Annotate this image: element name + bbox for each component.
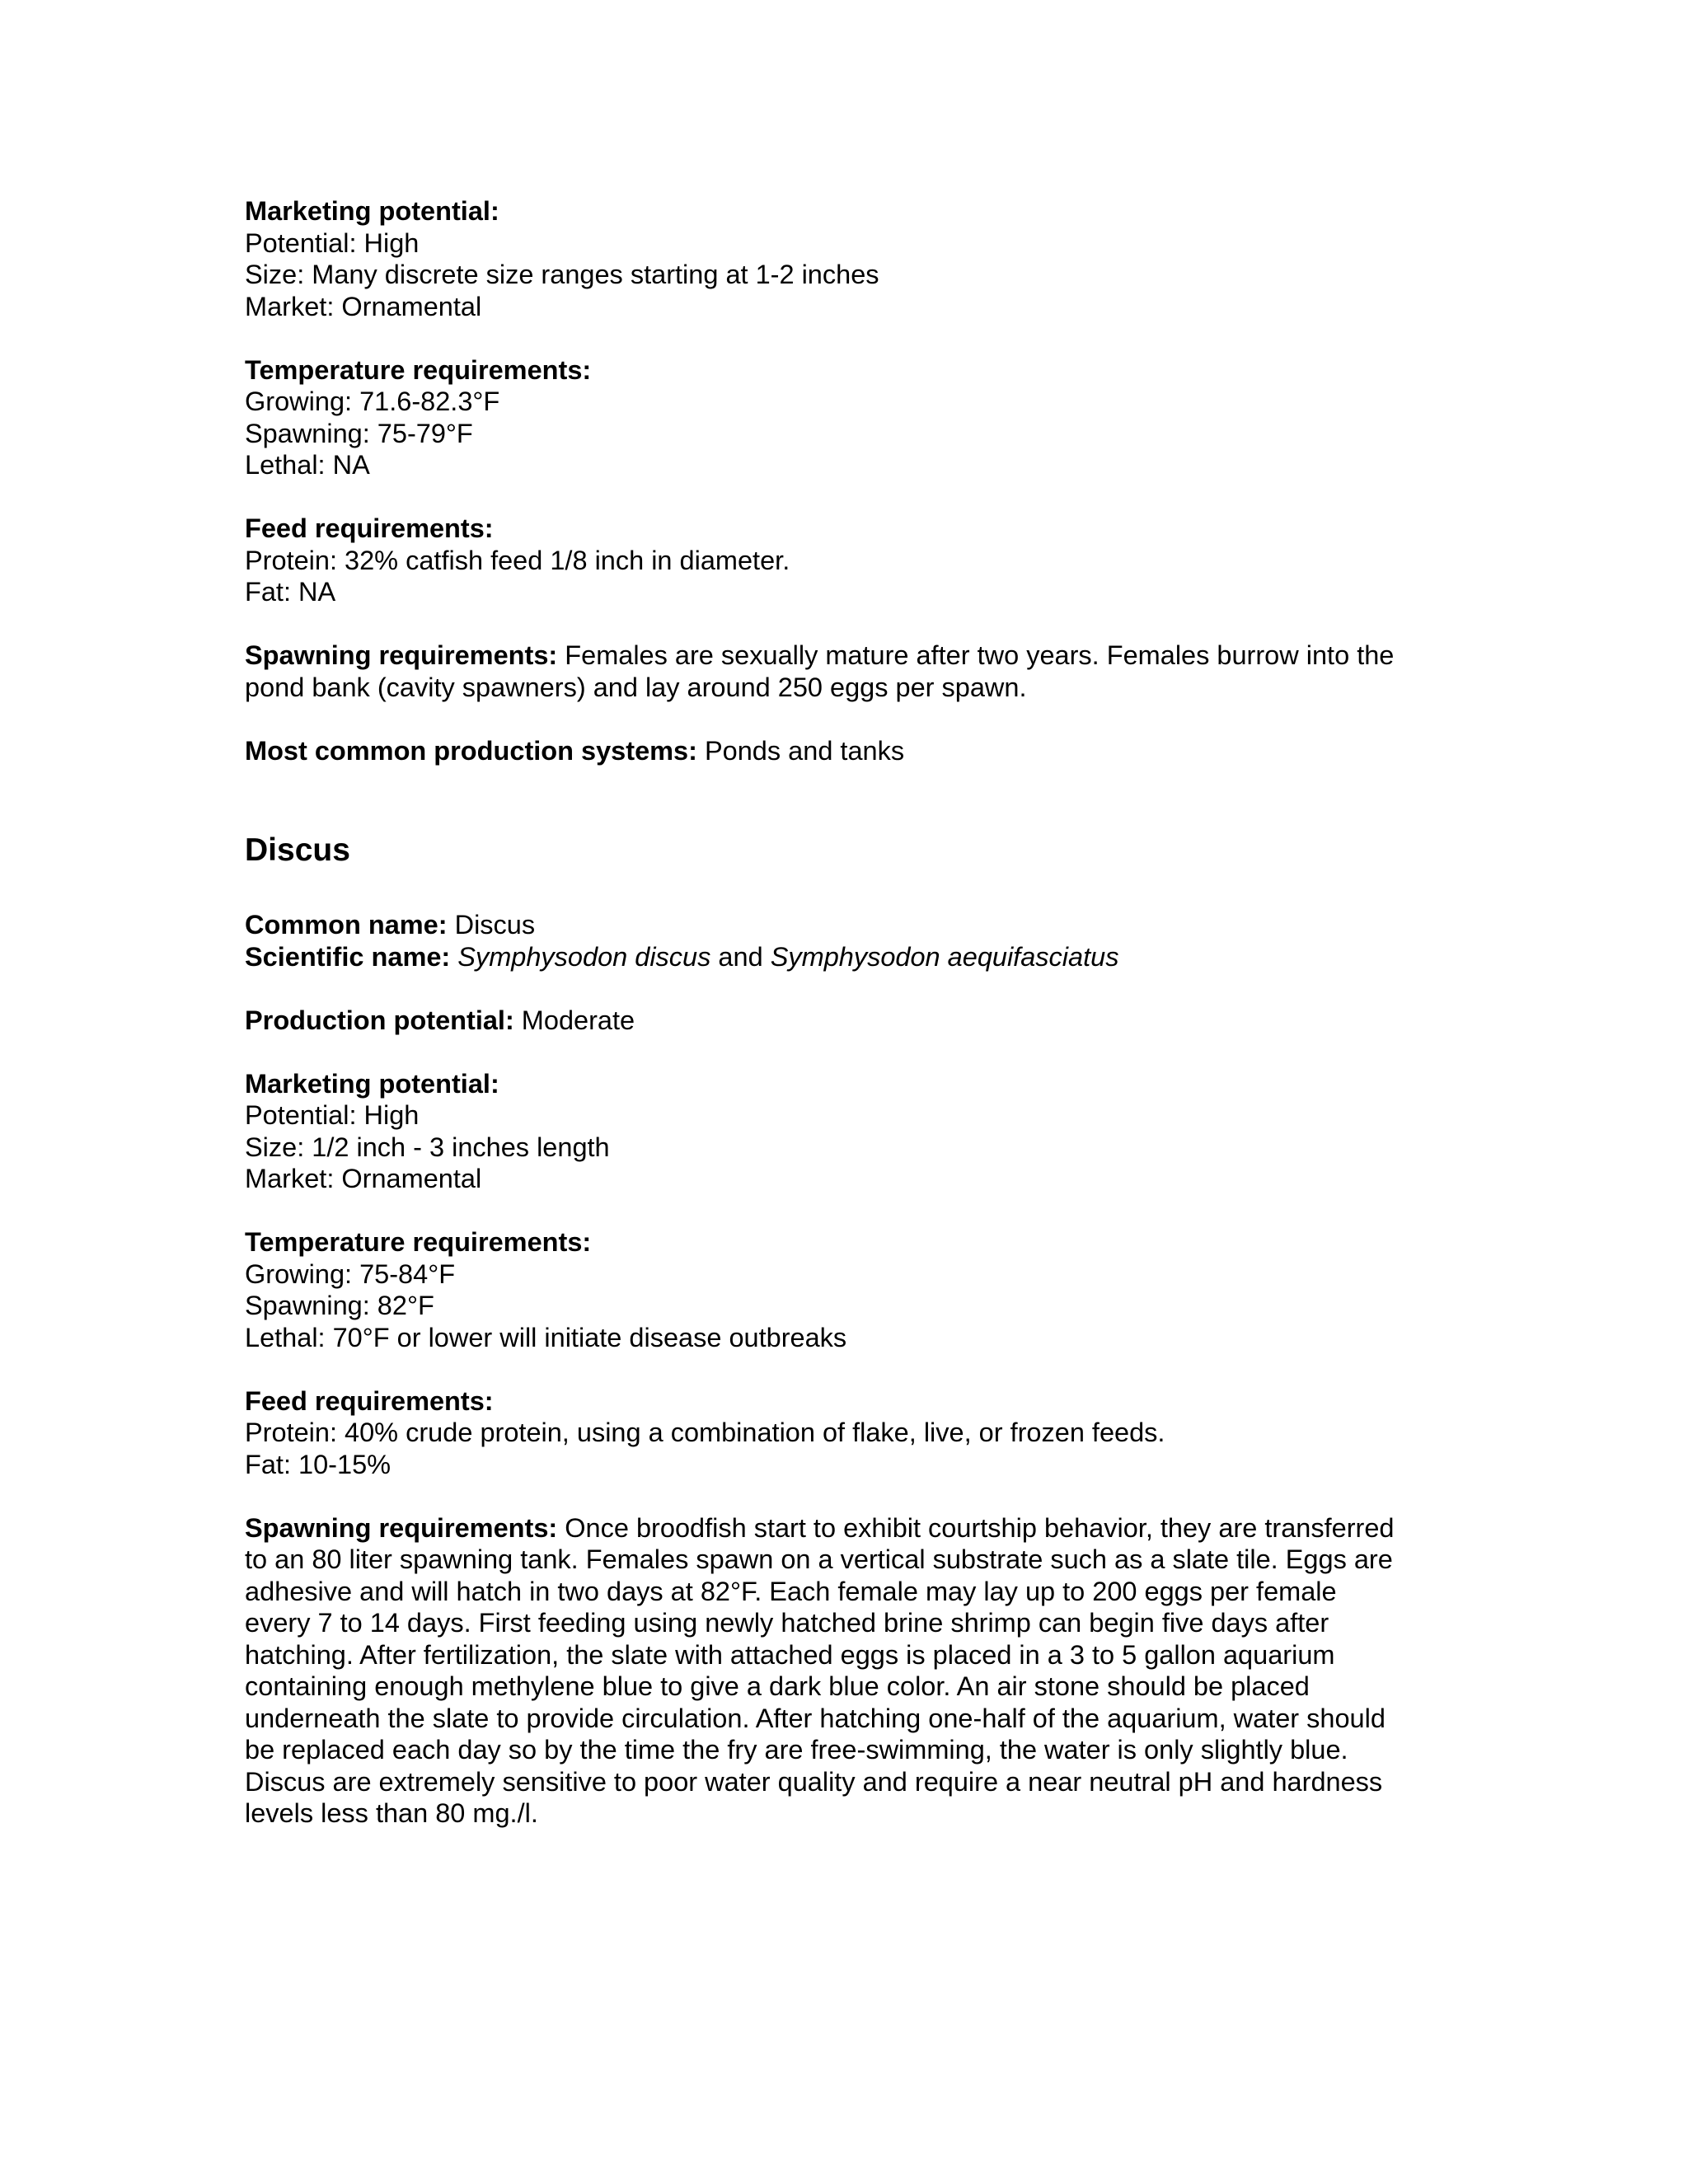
discus-common-name-row bbox=[245, 909, 1448, 941]
feed-requirements-heading: Feed requirements: bbox=[245, 513, 494, 543]
discus-feed-heading: Feed requirements: bbox=[245, 1385, 494, 1416]
discus-spawning-text-line: containing enough methylene blue to give a dark blue color. An air stone should be placed bbox=[245, 1671, 1310, 1701]
discus-spawning-text-line: to an 80 liter spawning tank. Females spawn on a vertical substrate such as a slate tile. Eggs are bbox=[245, 1544, 1393, 1574]
discus-marketing-size-line: Size: 1/2 inch - 3 inches length bbox=[245, 1132, 610, 1162]
discus-scientific-name-row bbox=[245, 941, 1448, 973]
discus-spawning-text-line: every 7 to 14 days. First feeding using newly hatched brine shrimp can begin five days after bbox=[245, 1608, 1329, 1638]
common-name-value: Discus bbox=[447, 910, 536, 940]
discus-spawning-label: Spawning requirements: bbox=[245, 1512, 558, 1543]
spawning-requirements-label: Spawning requirements: bbox=[245, 640, 558, 670]
production-potential-label: Production potential: bbox=[245, 1005, 514, 1035]
discus-feed-protein-line: Protein: 40% crude protein, using a combination of flake, live, or frozen feeds. bbox=[245, 1418, 1165, 1447]
marketing-market-line: Market: Ornamental bbox=[245, 291, 482, 321]
scientific-name-species-2: Symphysodon aequifasciatus bbox=[770, 941, 1119, 972]
discus-marketing-heading: Marketing potential: bbox=[245, 1068, 499, 1099]
common-name-label: Common name: bbox=[245, 910, 448, 940]
scientific-name-joiner: and bbox=[710, 941, 771, 972]
feed-fat-line: Fat: NA bbox=[245, 577, 336, 607]
discus-spawning-line bbox=[245, 1512, 1448, 1544]
discus-section-title: Discus bbox=[245, 832, 350, 868]
discus-spawning-text-line: adhesive and will hatch in two days at 82°F. Each female may lay up to 200 eggs per female bbox=[245, 1576, 1337, 1606]
discus-marketing-market-line: Market: Ornamental bbox=[245, 1164, 482, 1193]
discus-production-potential bbox=[245, 1005, 1448, 1037]
discus-spawning-text-line: underneath the slate to provide circulation. After hatching one-half of the aquarium, water should bbox=[245, 1703, 1386, 1733]
discus-spawning-text-line: be replaced each day so by the time the fry are free-swimming, the water is only slightly blue. bbox=[245, 1735, 1348, 1765]
marketing-size-line: Size: Many discrete size ranges starting at 1-2 inches bbox=[245, 260, 879, 289]
discus-temperature-spawning-line: Spawning: 82°F bbox=[245, 1291, 434, 1320]
production-systems-section bbox=[245, 735, 1448, 767]
discus-spawning-text-line: Once broodfish start to exhibit courtship behavior, they are transferred bbox=[557, 1512, 1395, 1543]
discus-names-section bbox=[245, 909, 1448, 972]
feed-protein-line: Protein: 32% catfish feed 1/8 inch in diameter. bbox=[245, 545, 790, 575]
discus-spawning-text-line: hatching. After fertilization, the slate with attached eggs is placed in a 3 to 5 gallon aquarium bbox=[245, 1639, 1335, 1670]
discus-spawning-text-line: levels less than 80 mg./l. bbox=[245, 1798, 538, 1828]
discus-feed-fat-line: Fat: 10-15% bbox=[245, 1449, 392, 1479]
discus-marketing-section bbox=[245, 1068, 1448, 1195]
discus-spawning-section bbox=[245, 1512, 1448, 1830]
marketing-potential-line: Potential: High bbox=[245, 227, 420, 258]
temperature-lethal-line: Lethal: NA bbox=[245, 450, 370, 480]
marketing-potential-heading: Marketing potential: bbox=[245, 196, 499, 226]
discus-temperature-section bbox=[245, 1226, 1448, 1353]
discus-temperature-heading: Temperature requirements: bbox=[245, 1227, 592, 1257]
scientific-name-species-1: Symphysodon discus bbox=[457, 941, 711, 972]
discus-temperature-growing-line: Growing: 75-84°F bbox=[245, 1258, 456, 1289]
temperature-requirements-heading: Temperature requirements: bbox=[245, 354, 592, 385]
scientific-name-label: Scientific name: bbox=[245, 941, 451, 972]
temperature-requirements-section bbox=[245, 354, 1448, 481]
production-systems-label: Most common production systems: bbox=[245, 735, 697, 766]
discus-temperature-lethal-line: Lethal: 70°F or lower will initiate disease outbreaks bbox=[245, 1322, 847, 1352]
discus-feed-section bbox=[245, 1385, 1448, 1481]
marketing-potential-section bbox=[245, 195, 1448, 322]
temperature-growing-line: Growing: 71.6-82.3°F bbox=[245, 387, 500, 416]
spawning-requirements-section bbox=[245, 640, 1448, 703]
discus-spawning-text-line: Discus are extremely sensitive to poor water quality and require a near neutral pH and hardness bbox=[245, 1766, 1383, 1797]
temperature-spawning-line: Spawning: 75-79°F bbox=[245, 418, 473, 448]
spawning-requirements-text: Females are sexually mature after two years. Females burrow into the pond bank (cavity spawners) and lay around 250 eggs per spawn. bbox=[245, 640, 1395, 702]
document-page bbox=[245, 195, 1448, 1830]
production-systems-text: Ponds and tanks bbox=[696, 735, 905, 766]
feed-requirements-section bbox=[245, 513, 1448, 608]
discus-marketing-potential-line: Potential: High bbox=[245, 1100, 420, 1130]
production-potential-value: Moderate bbox=[513, 1005, 635, 1035]
